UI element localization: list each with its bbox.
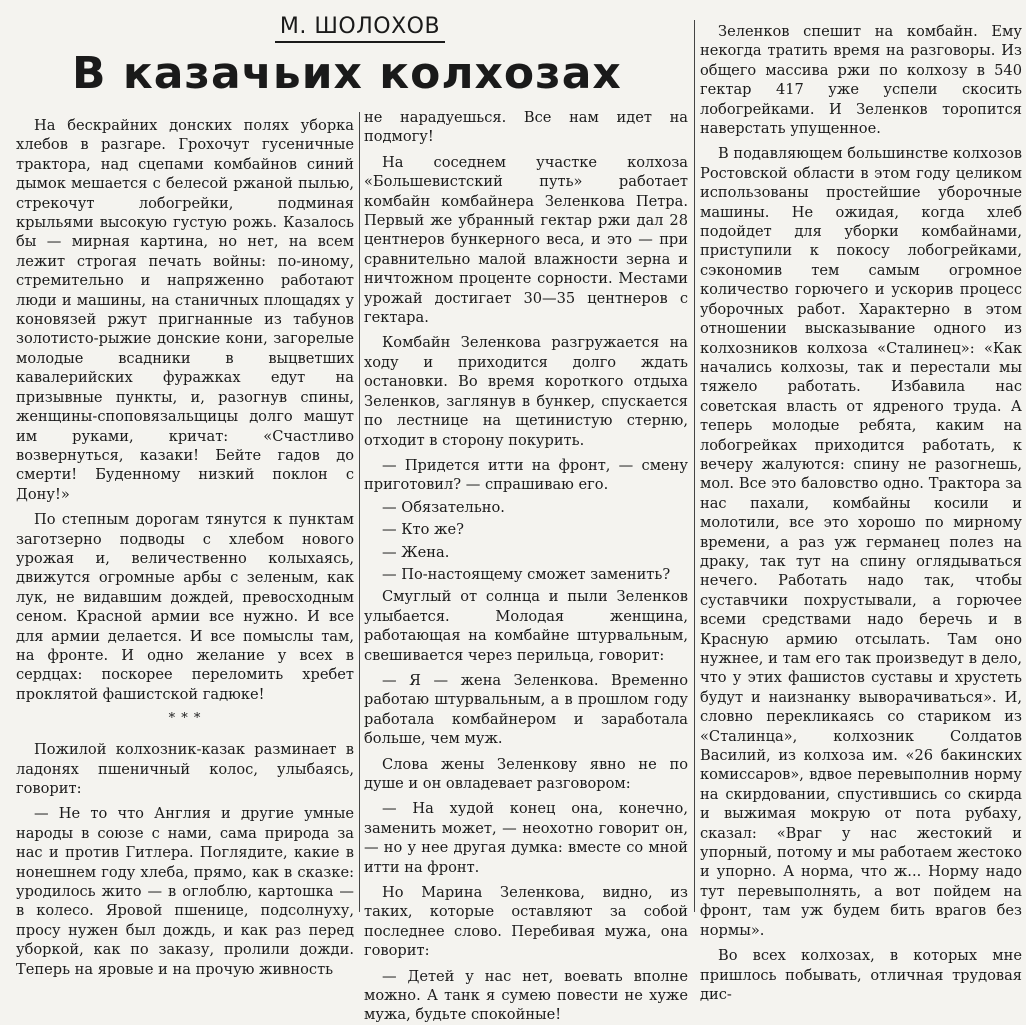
paragraph: В подавляющем большинстве колхозов Ростовской области в этом году целиком использованы простейшие уборочные машины. Не ожидая, когда хлеб подойдет для уборки комбайнами, приступили к покосу лобогрейками, сэкономив тем самым огромное количество горючего и ускорив процесс уборочных работ. Характерно в этом отношении высказывание одного из колхозников колхоза «Сталинец»: «Как начались колхозы, так и перестали мы тяжело работать. Избавила нас советская власть от ядреного труда. А теперь молодые ребята, каким на лобогрейках приходится работать, к вечеру жалуются: спину не разогнешь, мол. Все это баловство одно. Трактора за нас пахали, комбайны косили и молотили, все это хорошо по мирному времени, а раз уж германец полез на драку, так тут на спину оглядываться нечего. Работать надо так, чтобы суставчики похрустывали, а горючее всеми средствами надо беречь и в Красную армию отсылать. Там оно нужнее, и там его так произведут в дело, что у этих фашистов суставы и хрустеть будут и наизнанку выворачиваться». И, словно перекликаясь со стариком из «Сталинца», колхозник Солдатов Василий, из колхоза им. «26 бакинских комиссаров», вдвое перевыполнив норму на скирдовании, спустившись со скирда и выжимая мокрую от пота рубаху, сказал: «Враг у нас жестокий и упорный, потому и мы работаем жестоко и упорно. А норма, что ж... Норму надо тут перевыполнять, а вот пойдем на фронт, там уж будем бить врагов без нормы». xyxy=(700,145,1022,939)
paragraph: — Не то что Англия и другие умные народы в союзе с нами, сама природа за нас и против Гитлера. Поглядите, какие в нонешнем году хлеба, прямо, как в сказке: уродилось жито — в оглоблю, картошка — в колесо. Яровой пшенице, подсолнуху, просу нужен был дождь, и как раз перед уборкой, как по заказу, пролили дожди. Теперь на яровые и на прочую живность xyxy=(16,805,354,978)
paragraph: Комбайн Зеленкова разгружается на ходу и приходится долго ждать остановки. Во время короткого отдыха Зеленков, заглянув в бункер, спускается по лестнице на щетинистую стерню, отходит в сторону покурить. xyxy=(364,334,688,449)
author-byline: М. ШОЛОХОВ xyxy=(275,14,445,43)
dialogue-line: — Детей у нас нет, воевать вполне можно. А танк я сумею повести не хуже мужа, будьте спокойные! xyxy=(364,967,688,1024)
paragraph: Смуглый от солнца и пыли Зеленков улыбается. Молодая женщина, работающая на комбайне штурвальным, свешивается через перильца, говорит: xyxy=(364,588,688,664)
section-separator: * * * xyxy=(168,711,202,727)
article-title: В казачьих колхозах xyxy=(72,48,622,99)
paragraph: На бескрайних донских полях уборка хлебов в разгаре. Грохочут гусеничные трактора, над сцепами комбайнов синий дымок мешается с белесой ржаной пылью, стрекочут лобогрейки, подминая крыльями высокую густую рожь. Казалось бы — мирная картина, но нет, на всем лежит строгая печать войны: по-иному, стремительно и напряженно работают люди и машины, на станичных площадях у коновязей ржут пригнанные из табунов золотисто-рыжие донские кони, загорелые молодые всадники в выцветших кавалерийских фуражках едут на призывные пункты, и, разогнув спины, женщины-споповязальщицы долго машут им руками, кричат: «Счастливо возвернуться, казаки! Бейте гадов до смерти! Буденному низкий поклон с Дону!» xyxy=(16,117,354,503)
dialogue-line: — Жена. xyxy=(382,543,450,561)
column-divider xyxy=(359,112,360,912)
paragraph: Во всех колхозах, в которых мне пришлось побывать, отличная трудовая дис- xyxy=(700,947,1022,1003)
article-column-3 xyxy=(700,22,1022,1003)
dialogue-line: — На худой конец она, конечно, заменить может, — неохотно говорит он, — но у нее другая думка: вместе со мной итти на фронт. xyxy=(364,800,688,876)
dialogue-line: — Обязательно. xyxy=(382,498,505,516)
article-column-1 xyxy=(16,116,354,978)
paragraph: На соседнем участке колхоза «Большевистский путь» работает комбайн комбайнера Зеленкова Петра. Первый же убранный гектар ржи дал 28 центнеров бункерного веса, и это — при сравнительно малой влажности зерна и ничтожном проценте сорности. Местами урожай достигает 30—35 центнеров с гектара. xyxy=(364,153,688,327)
dialogue-line: — Я — жена Зеленкова. Временно работаю штурвальным, а в прошлом году работала комбайнером и заработала больше, чем муж. xyxy=(364,671,688,748)
paragraph: Пожилой колхозник-казак разминает в ладонях пшеничный колос, улыбаясь, говорит: xyxy=(16,741,354,797)
paragraph: Слова жены Зеленкову явно не по душе и он овладевает разговором: xyxy=(364,755,688,792)
dialogue-line: — Кто же? xyxy=(382,521,464,539)
paragraph: Но Марина Зеленкова, видно, из таких, которые оставляют за собой последнее слово. Перебивая мужа, она говорит: xyxy=(364,884,688,960)
column-divider xyxy=(694,20,695,912)
dialogue-line: — Придется итти на фронт, — смену приготовил? — спрашиваю его. xyxy=(364,456,688,494)
paragraph: Зеленков спешит на комбайн. Ему некогда тратить время на разговоры. Из общего массива ржи по колхозу в 540 гектар 417 уже успели скосить лобогрейками. И Зеленков торопится наверстать упущенное. xyxy=(700,23,1022,138)
dialogue-line: — По-настоящему сможет заменить? xyxy=(382,565,671,583)
article-column-2 xyxy=(364,108,688,1024)
paragraph: не нарадуешься. Все нам идет на подмогу! xyxy=(364,109,688,146)
paragraph: По степным дорогам тянутся к пунктам заготзерно подводы с хлебом нового урожая и, величественно колыхаясь, движутся огромные арбы с зеленым, как лук, не видавшим дождей, превосходным сеном. Красной армии все нужно. И все для армии делается. И все помыслы там, на фронте. И одно желание у всех в сердцах: поскорее переломить хребет проклятой фашистской гадюке! xyxy=(16,511,354,703)
